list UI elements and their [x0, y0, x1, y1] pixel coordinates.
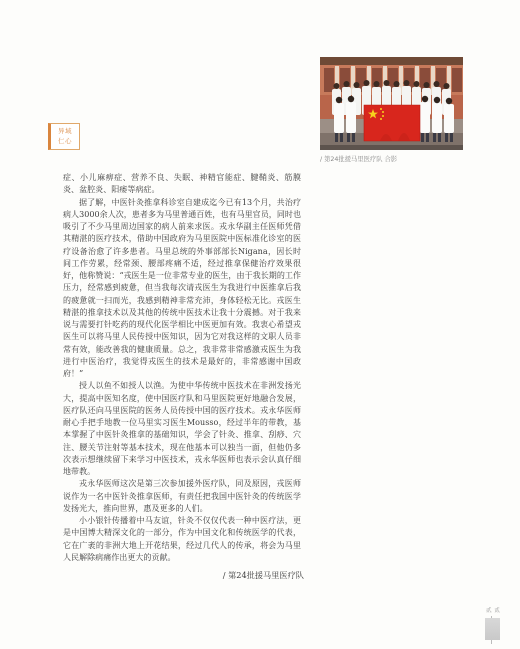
photo-caption: / 第24批援马里医疗队 合影 [320, 156, 398, 163]
badge-line-1: 异域 [58, 127, 72, 135]
paragraph-2: 据了解，中医针灸推拿科诊室自建成迄今已有13个月，共治疗病人3000余人次，患者多为马里普通百姓，也有马里官员，同时也吸引了不少马里周边国家的病人前来求医。戎永华副主任医师凭借其精湛的医疗技术，借助中国政府为马里医院中医标准化诊室的医疗设备治愈了许多患者。马里总统的外事部部长Nigana，因长时间工作劳累，经常颈、腰部疼痛不适，经过推拿保健治疗效果很好，他称赞说：“戎医生是一位非常专业的医生，由于我长期的工作压力，经常感到疲惫，但当我每次请戎医生为我进行中医推拿后我的疲惫就一扫而光，我感到精神非常充沛，身体轻松无比。戎医生精湛的推拿技术以及其他的传统中医技术让我十分震撼。对于我来说与需要打针吃药的现代化医学相比中医更加有效。我衷心希望戎医生可以将马里人民传授中医知识，因为它对我这样的文职人员非常有效，能改善我的健康质量。总之，我非常非常感激戎医生为我进行中医治疗，我觉得戎医生的技术是最好的，非常感谢中国政府！” [63, 197, 301, 378]
article-body [63, 172, 301, 564]
paragraph-4: 戎永华医师这次是第三次参加援外医疗队，同及原因，戎医师说作为一名中医针灸推拿医师，有责任把我国中医针灸的传统医学发扬光大，推向世界，惠及更多的人们。 [63, 479, 301, 513]
paragraph-1: 症、小儿麻痹症、营养不良、失眠、神精官能症、腱鞘炎、筋膜炎、盆腔炎、阳痿等病症。 [63, 173, 301, 195]
page-folio [484, 600, 502, 646]
chapter-badge [48, 123, 80, 150]
badge-line-2: 仁心 [58, 137, 72, 145]
paragraph-3: 授人以鱼不如授人以渔。为使中华传统中医技术在非洲发扬光大，提高中医知名度，使中国医疗队和马里医院更好地融合发展，医疗队还向马里医院的医务人员传授中国的医疗技术。戎永华医师耐心手把手地教一位马里实习医生Mousso，经过半年的带教，基本掌握了中医针灸推拿的基础知识，学会了针灸、推拿、刮痧、穴注、腰关节注射等基本技术，现在他基本可以独当一面，但他仍多次表示想继续留下来学习中医技术，戎永华医师也表示会认真仔细地带教。 [63, 381, 301, 476]
article-signature: / 第24批援马里医疗队 [222, 570, 304, 580]
paragraph-5: 小小银针传播着中马友谊，针灸不仅仅代表一种中医疗法，更是中国博大精深文化的一部分，作为中国文化和传统医学的代表，它在广袤的非洲大地上开花结果，经过几代人的传承，将会为马里人民解除病痛作出更大的贡献。 [63, 516, 301, 562]
team-photo [320, 57, 463, 150]
folio-label: 贰 贰 [486, 608, 501, 614]
folio-bar [485, 618, 500, 640]
